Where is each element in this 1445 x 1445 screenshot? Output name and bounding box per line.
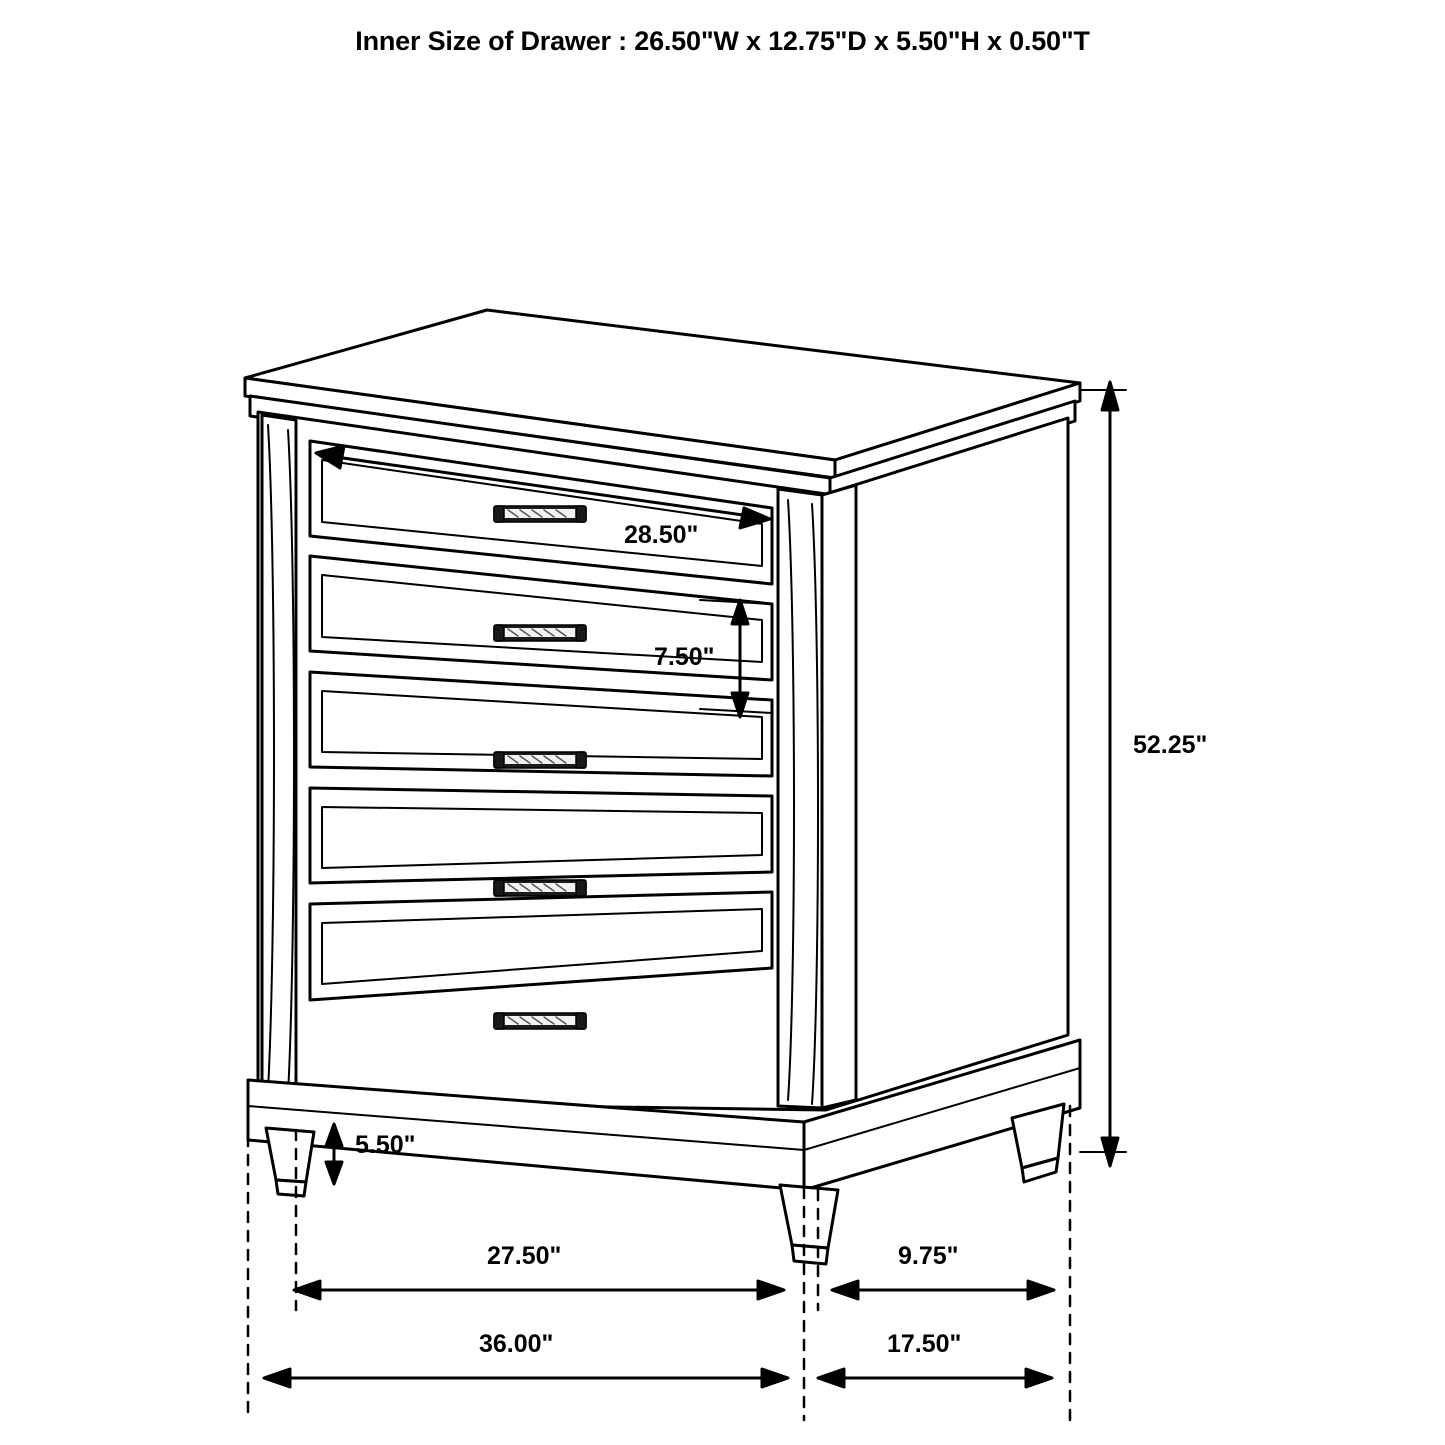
- front-right-stile: [778, 489, 822, 1108]
- leg-front-left: [266, 1128, 314, 1196]
- dim-label-overall-height: 52.25": [1133, 731, 1208, 759]
- dim-label-drawer-front-height: 7.50": [654, 643, 715, 671]
- case-side-panel: [826, 418, 1068, 1110]
- dim-label-drawer-width: 28.50": [624, 521, 699, 549]
- dim-label-side-depth: 9.75": [898, 1242, 959, 1270]
- side-corner-stile: [822, 485, 856, 1108]
- diagram-title: Inner Size of Drawer : 26.50"W x 12.75"D x 5.50"H x 0.50"T: [355, 26, 1090, 56]
- leg-front-right: [780, 1185, 838, 1264]
- drawer-1-handle: [494, 506, 586, 522]
- drawer-5-handle: [494, 1013, 586, 1029]
- drawer-4-handle: [494, 880, 586, 896]
- drawer-4: [310, 788, 772, 883]
- leg-back-right: [1012, 1104, 1064, 1182]
- dim-label-front-inner-width: 27.50": [487, 1242, 562, 1270]
- front-left-stile: [262, 415, 296, 1102]
- dim-label-overall-width: 36.00": [479, 1330, 554, 1358]
- dim-label-leg-height: 5.50": [355, 1131, 416, 1159]
- dim-label-overall-depth: 17.50": [887, 1330, 962, 1358]
- drawer-2-handle: [494, 625, 586, 641]
- drawer-3-handle: [494, 752, 586, 768]
